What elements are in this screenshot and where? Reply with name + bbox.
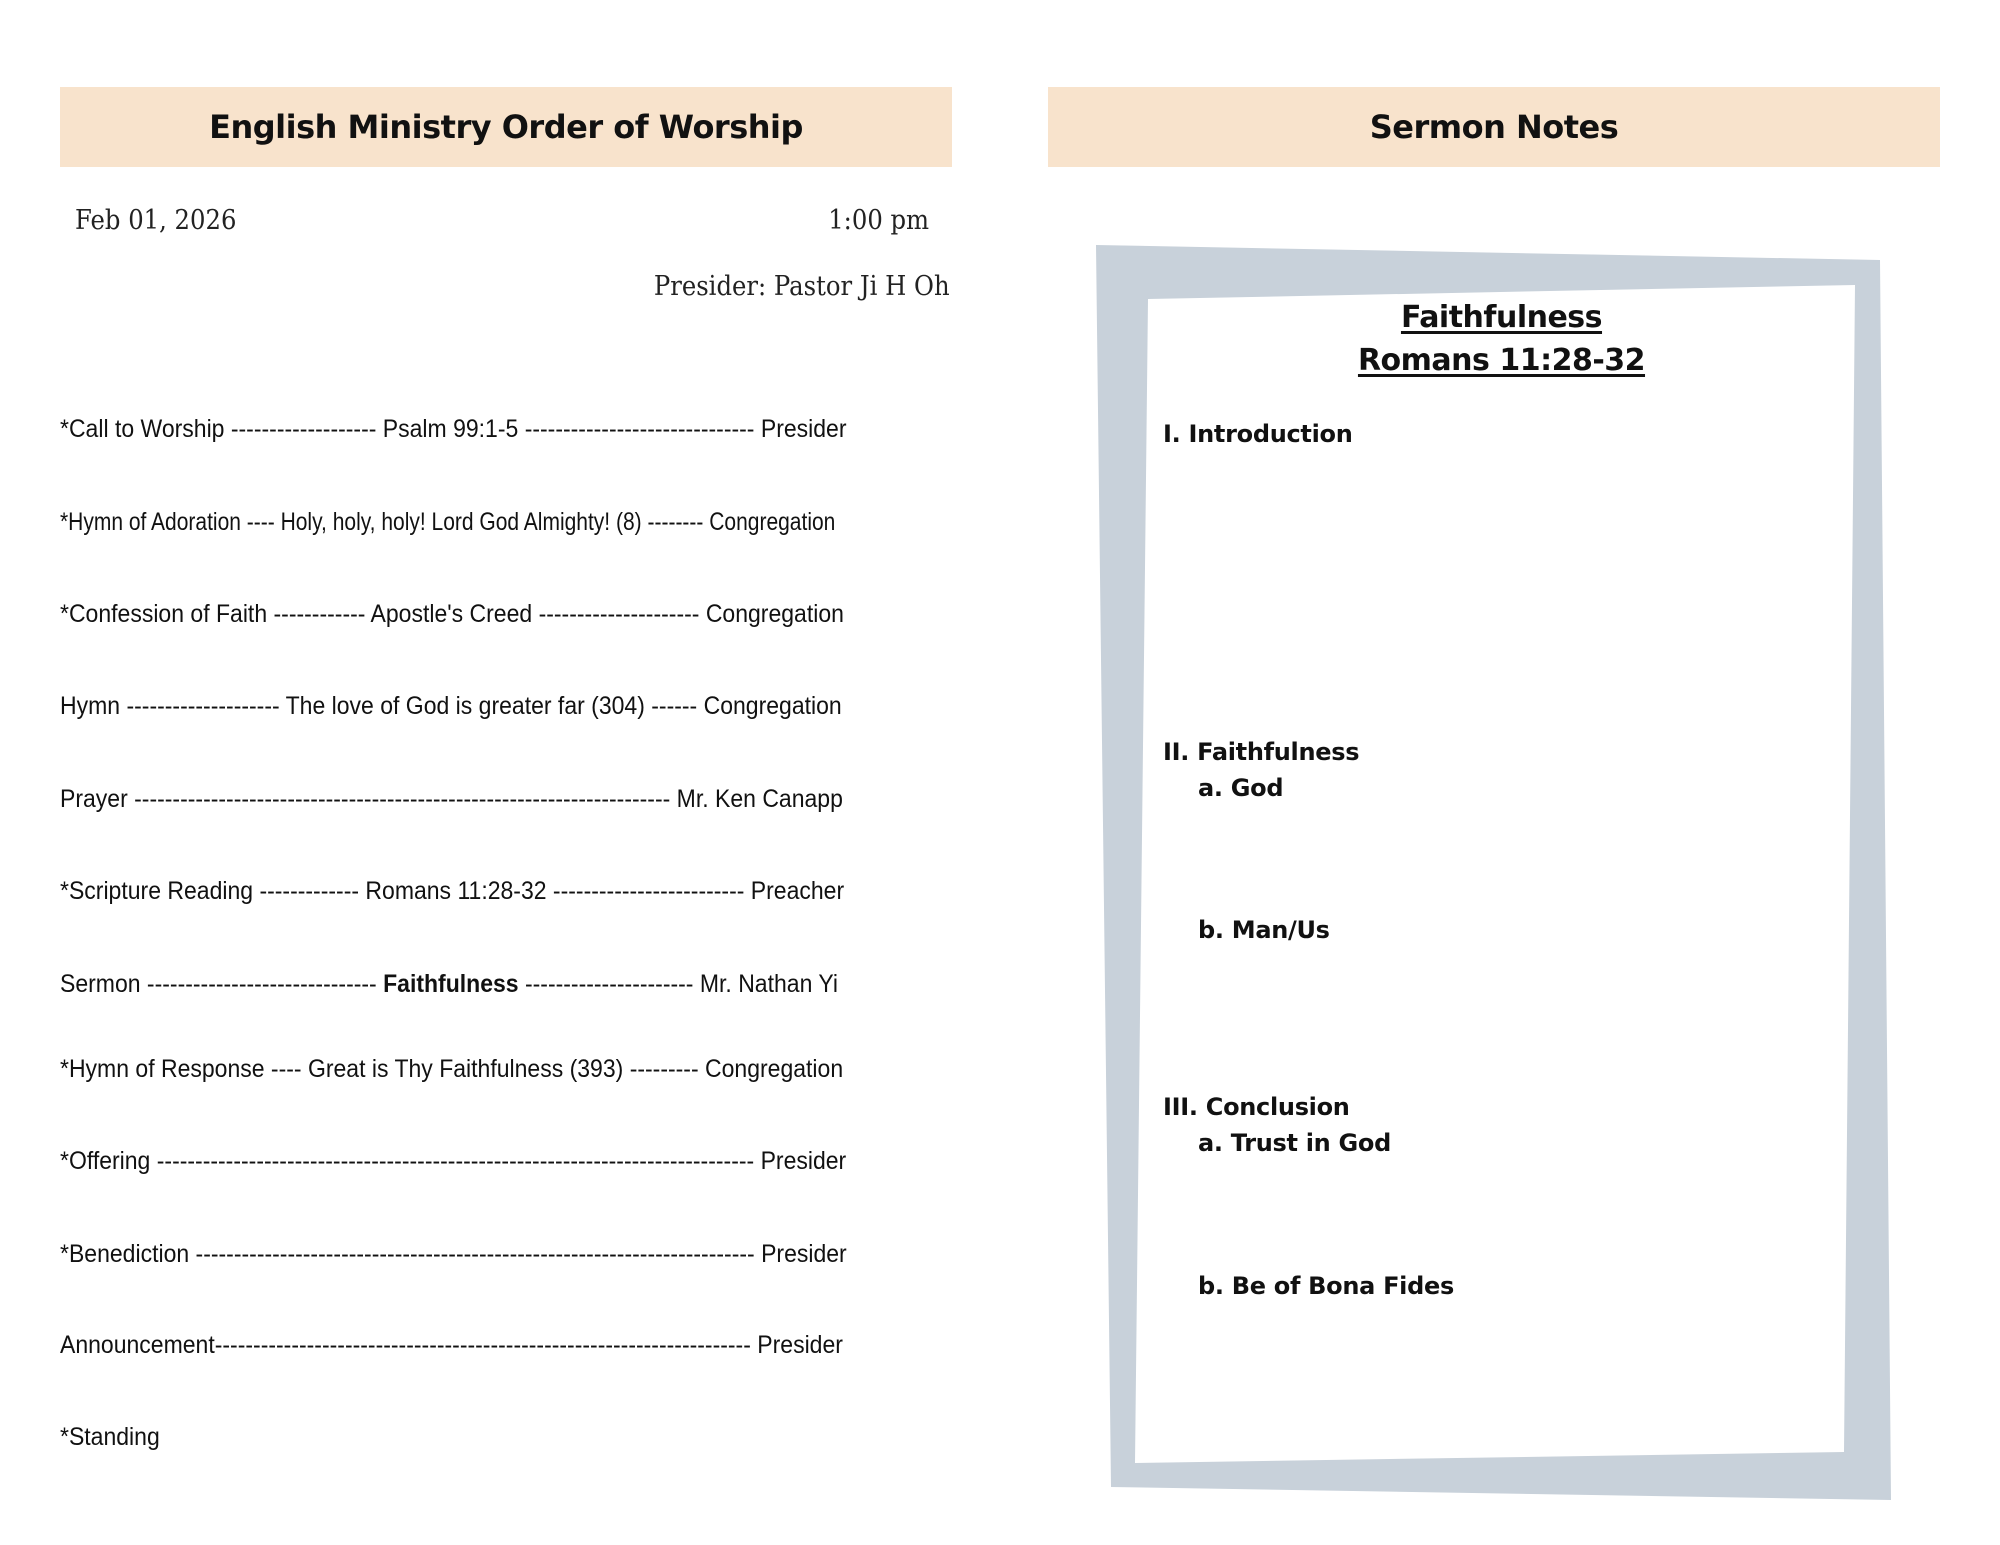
item-leader: Preacher [750,877,845,905]
outline-conclusion: III. Conclusion [1163,1093,1350,1121]
item-name: *Offering [60,1147,151,1175]
item-name: *Scripture Reading [60,877,254,905]
outline-introduction: I. Introduction [1163,420,1353,448]
item-leader: Presider [761,1240,847,1268]
item-separator: -------------------- [120,692,286,720]
item-detail: The love of God is greater far (304) [285,692,645,720]
item-separator: ------------------------------ [140,970,384,998]
item-separator: ---- [240,508,281,536]
item-leader: Presider [757,1331,843,1359]
sermon-title: Faithfulness [383,970,519,998]
item-detail: Romans 11:28-32 [365,877,547,905]
item-leader: Presider [760,1147,847,1175]
item-detail: Holy, holy, holy! Lord God Almighty! (8) [280,508,642,536]
item-separator: ------------------------- [546,877,751,905]
outline-bona-fides: b. Be of Bona Fides [1198,1272,1454,1300]
item-name: Prayer [60,785,128,813]
item-separator: ------------------------------------------------------------------------- [189,1240,762,1268]
item-separator: ------------ [267,600,371,628]
order-of-worship-title: English Ministry Order of Worship [209,108,803,146]
item-separator: ---- [264,1055,308,1083]
item-name: *Hymn of Adoration [60,508,241,536]
item-leader: Mr. Nathan Yi [699,970,838,998]
outline-god: a. God [1198,774,1284,802]
item-separator: ------ [644,692,704,720]
item-separator: --------- [623,1055,706,1083]
item-detail: Apostle's Creed [370,600,533,628]
outline-faithfulness: II. Faithfulness [1163,738,1360,766]
item-leader: Congregation [705,1055,844,1083]
outline-man-us: b. Man/Us [1198,916,1330,944]
item-leader: Congregation [703,692,842,720]
item-separator: ------------------------------ [518,415,761,443]
standing-footnote: *Standing [60,1423,160,1451]
item-name: Hymn [60,692,121,720]
item-detail: Psalm 99:1-5 [382,415,519,443]
item-separator: ------------- [253,877,366,905]
item-name: *Confession of Faith [60,600,268,628]
item-separator: ---------------------------------------------------------------------- [214,1331,758,1359]
item-separator: --------------------- [532,600,706,628]
notes-sermon-title: Faithfulness [1400,300,1603,335]
item-separator: ---------------------------------------------------------------------- [127,785,677,813]
item-name: *Benediction [60,1240,190,1268]
sermon-notes-title: Sermon Notes [1369,108,1619,146]
item-separator: ------------------- [224,415,383,443]
item-name: *Hymn of Response [60,1055,265,1083]
item-separator: -------- [641,508,710,536]
item-leader: Congregation [705,600,844,628]
service-time: 1:00 pm [828,205,929,236]
item-leader: Presider [760,415,847,443]
item-leader: Congregation [709,508,836,536]
item-name: *Call to Worship [60,415,225,443]
item-name: Sermon [60,970,141,998]
item-separator: ------------------------------------------------------------------------------ [150,1147,761,1175]
outline-trust-in-god: a. Trust in God [1198,1129,1391,1157]
item-separator: ---------------------- [518,970,700,998]
item-detail: Great is Thy Faithfulness (393) [307,1055,624,1083]
presider-line: Presider: Pastor Ji H Oh [654,271,950,302]
item-name: Announcement [60,1331,215,1359]
service-date: Feb 01, 2026 [75,205,237,236]
notes-scripture: Romans 11:28-32 [1357,343,1646,378]
item-leader: Mr. Ken Canapp [676,785,843,813]
